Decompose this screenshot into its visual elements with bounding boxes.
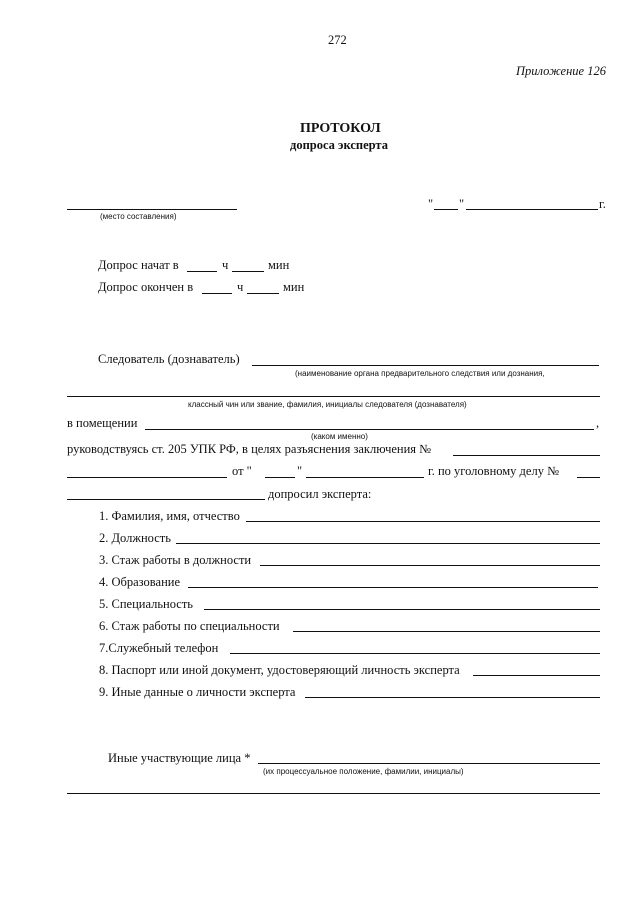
field-label-specialty-experience: 6. Стаж работы по специальности	[99, 619, 280, 633]
document-subtitle: допроса эксперта	[290, 138, 388, 152]
page-number: 272	[328, 33, 347, 47]
appendix-label: Приложение 126	[516, 64, 606, 78]
end-minute-field[interactable]	[247, 293, 279, 294]
start-hour-unit: ч	[222, 258, 229, 272]
room-label: в помещении	[67, 416, 138, 430]
document-title: ПРОТОКОЛ	[300, 121, 381, 136]
place-caption: (место составления)	[100, 212, 177, 221]
investigator-rank-caption: классный чин или звание, фамилия, инициалы следователя (дознавателя)	[188, 400, 467, 409]
field-position-experience[interactable]	[260, 565, 600, 566]
investigator-rank-field[interactable]	[67, 396, 600, 397]
start-time-label: Допрос начат в	[98, 258, 179, 272]
case-label: г. по уголовному делу №	[428, 464, 560, 478]
date-close-quote: "	[459, 197, 465, 211]
year-suffix: г.	[599, 197, 606, 211]
field-office-phone[interactable]	[230, 653, 600, 654]
start-hour-field[interactable]	[187, 271, 217, 272]
investigator-label: Следователь (дознаватель)	[98, 352, 240, 366]
end-minute-unit: мин	[283, 280, 305, 294]
field-label-specialty: 5. Специальность	[99, 597, 194, 611]
conclusion-extra-field[interactable]	[67, 477, 227, 478]
end-hour-field[interactable]	[202, 293, 232, 294]
case-number-field[interactable]	[577, 477, 600, 478]
room-caption: (каком именно)	[311, 432, 368, 441]
participants-field[interactable]	[258, 763, 600, 764]
field-label-position-experience: 3. Стаж работы в должности	[99, 553, 252, 567]
field-specialty[interactable]	[204, 609, 600, 610]
conclusion-month-field[interactable]	[306, 477, 424, 478]
place-field[interactable]	[67, 209, 237, 210]
field-identity-document[interactable]	[473, 675, 600, 676]
field-label-other-data: 9. Иные данные о личности эксперта	[99, 685, 296, 699]
end-hour-unit: ч	[237, 280, 244, 294]
participants-label: Иные участвующие лица *	[108, 751, 251, 765]
questioned-label: допросил эксперта:	[268, 487, 372, 501]
room-field[interactable]	[145, 429, 594, 430]
participants-continuation-field[interactable]	[67, 793, 600, 794]
field-label-office-phone: 7.Служебный телефон	[99, 641, 219, 655]
conclusion-day-field[interactable]	[265, 477, 295, 478]
investigator-field[interactable]	[252, 365, 599, 366]
field-other-data[interactable]	[305, 697, 600, 698]
start-minute-unit: мин	[268, 258, 290, 272]
field-label-full-name: 1. Фамилия, имя, отчество	[99, 509, 240, 523]
start-minute-field[interactable]	[232, 271, 264, 272]
field-specialty-experience[interactable]	[293, 631, 600, 632]
end-time-label: Допрос окончен в	[98, 280, 194, 294]
conclusion-date-quote: "	[297, 464, 303, 478]
room-comma: ,	[596, 416, 600, 430]
date-month-field[interactable]	[466, 209, 598, 210]
legal-basis-text: руководствуясь ст. 205 УПК РФ, в целях разъяснения заключения №	[67, 442, 432, 456]
field-label-position: 2. Должность	[99, 531, 171, 545]
date-open-quote: "	[428, 197, 434, 211]
participants-caption: (их процессуальное положение, фамилии, инициалы)	[263, 767, 464, 776]
field-full-name[interactable]	[246, 521, 600, 522]
field-education[interactable]	[188, 587, 598, 588]
field-position[interactable]	[176, 543, 600, 544]
date-day-field[interactable]	[434, 209, 458, 210]
field-label-education: 4. Образование	[99, 575, 181, 589]
investigator-organ-caption: (наименование органа предварительного следствия или дознания,	[295, 369, 545, 378]
field-label-identity-document: 8. Паспорт или иной документ, удостоверяющий личность эксперта	[99, 663, 460, 677]
conclusion-date-label: от "	[232, 464, 252, 478]
expert-name-inline-field[interactable]	[67, 499, 265, 500]
conclusion-number-field[interactable]	[453, 455, 600, 456]
